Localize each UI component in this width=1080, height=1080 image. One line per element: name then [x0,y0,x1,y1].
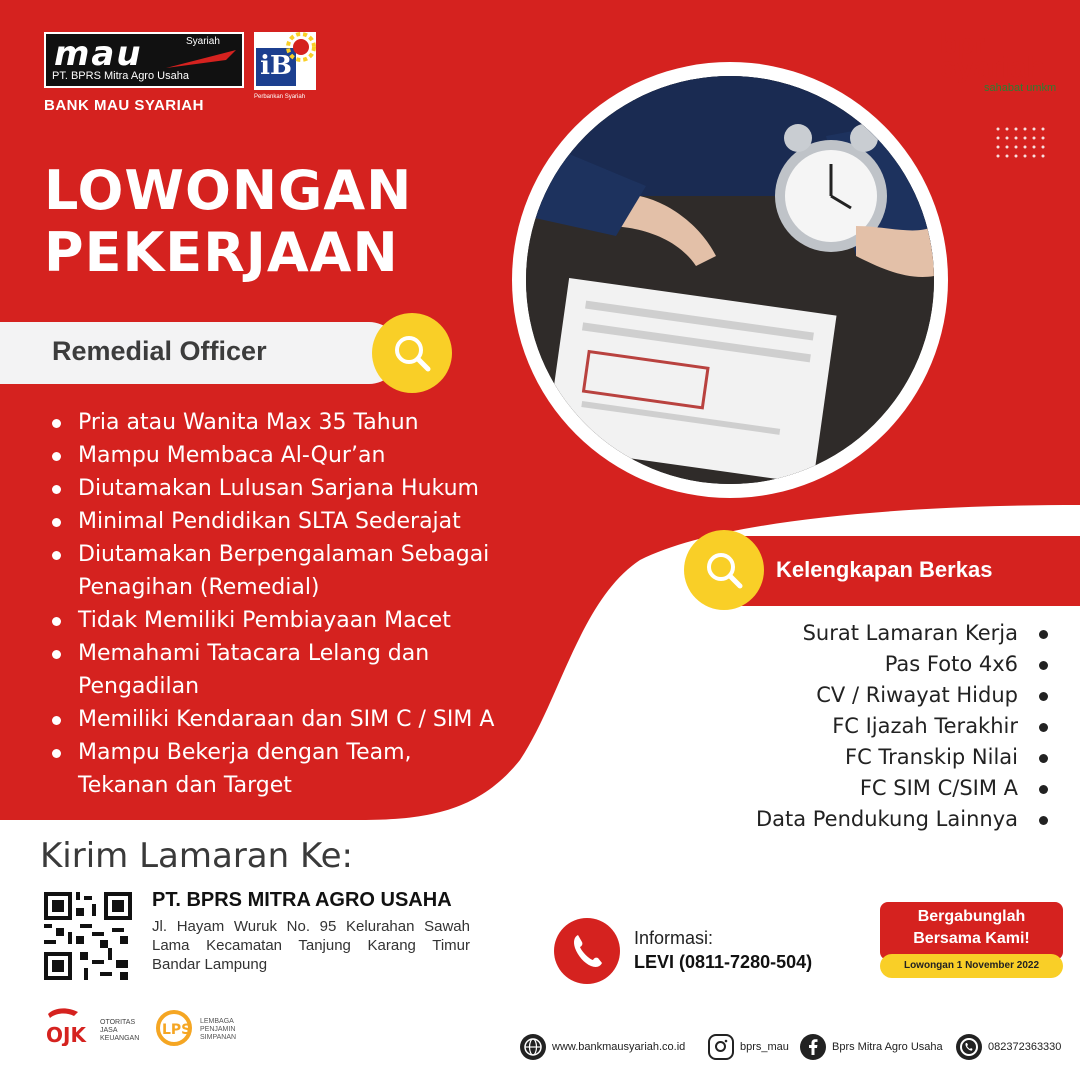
mau-logo [44,32,244,88]
requirement-item: Mampu Membaca Al-Qur’an [52,439,552,472]
lps-text: LEMBAGA PENJAMIN SIMPANAN [200,1018,237,1041]
instagram-icon [708,1034,734,1060]
document-item: FC SIM C/SIM A [648,773,1048,804]
requirement-item: Tidak Memiliki Pembiayaan Macet [52,604,552,637]
mau-logo-company: PT. BPRS Mitra Agro Usaha [52,70,189,82]
globe-icon [520,1034,546,1060]
photo-clock-notice [526,76,934,484]
search-icon [704,550,744,590]
page-title [44,160,412,284]
qr-code-icon[interactable] [44,892,132,980]
ojk-mark-icon [44,1006,100,1046]
document-item: Data Pendukung Lainnya [648,804,1048,835]
bpr-logo-syariah: syariah [940,51,1046,84]
decorative-dots [995,126,1050,166]
requirement-item: Memiliki Kendaraan dan SIM C / SIM A [52,703,552,736]
document-item: FC Ijazah Terakhir [648,711,1048,742]
lps-mark-icon [156,1010,198,1046]
document-item: CV / Riwayat Hidup [648,680,1048,711]
contact-value[interactable]: LEVI (0811-7280-504) [634,952,813,972]
contact-label: Informasi: [634,928,714,948]
documents-title: Kelengkapan Berkas [776,557,993,582]
company-name: PT. BPRS MITRA AGRO USAHA [152,889,452,911]
ib-caption: Perbankan Syariah [254,94,306,100]
footer-instagram-text: bprs_mau [740,1041,789,1053]
bpr-syariah-logo [940,30,1065,102]
footer-facebook-text: Bprs Mitra Agro Usaha [832,1041,943,1053]
requirement-item: Diutamakan Lulusan Sarjana Hukum [52,472,552,505]
footer-whatsapp-text: 082372363330 [988,1041,1062,1053]
ib-sun-icon [284,30,318,64]
document-item: FC Transkip Nilai [648,742,1048,773]
lps-logo [156,1010,198,1050]
lps-mark: LPS [162,1022,192,1038]
requirements-list [52,406,552,802]
phone-icon [554,918,620,984]
footer-website-text: www.bankmausyariah.co.id [552,1041,686,1053]
footer-instagram[interactable] [708,1034,789,1060]
requirement-item: Pria atau Wanita Max 35 Tahun [52,406,552,439]
ojk-mark: OJK [46,1023,86,1046]
requirement-item: Diutamakan Berpengalaman Sebagai Penagihan (Remedial) [52,538,542,604]
ib-logo-text: iB [256,48,296,86]
position-title: Remedial Officer [52,336,267,366]
phone-button[interactable] [554,918,620,984]
join-line-1: Bergabunglah [917,908,1026,925]
search-icon [392,333,432,373]
position-search-button [372,313,452,393]
bank-name: BANK MAU SYARIAH [44,97,204,114]
mau-logo-word: mau [54,34,143,74]
mau-logo-syariah: Syariah [186,36,220,47]
send-to-heading: Kirim Lamaran Ke: [40,836,353,876]
company-address: Jl. Hayam Wuruk No. 95 Kelurahan Sawah Lama Kecamatan Tanjung Karang Timur Bandar Lampung [152,918,470,973]
facebook-icon [800,1034,826,1060]
footer-website[interactable] [520,1034,685,1060]
join-text [880,906,1063,950]
swoosh-icon [166,48,236,70]
footer-facebook[interactable] [800,1034,943,1060]
document-item: Pas Foto 4x6 [648,649,1048,680]
documents-search-button [684,530,764,610]
bpr-logo-top: bpr [940,28,986,59]
vacancy-date: Lowongan 1 November 2022 [880,954,1063,978]
documents-list [648,618,1048,835]
whatsapp-icon [956,1034,982,1060]
title-line-2: PEKERJAAN [44,221,399,284]
ojk-text: OTORITAS JASA KEUANGAN [100,1019,140,1042]
footer-whatsapp[interactable] [956,1034,1061,1060]
title-line-1: LOWONGAN [44,159,413,222]
requirement-item: Mampu Bekerja dengan Team, Tekanan dan Target [52,736,472,802]
join-line-2: Bersama Kami! [913,930,1030,947]
requirement-item: Memahami Tatacara Lelang dan Pengadilan [52,637,492,703]
bpr-logo-tagline: sahabat umkm [984,82,1057,94]
requirement-item: Minimal Pendidikan SLTA Sederajat [52,505,552,538]
document-item: Surat Lamaran Kerja [648,618,1048,649]
